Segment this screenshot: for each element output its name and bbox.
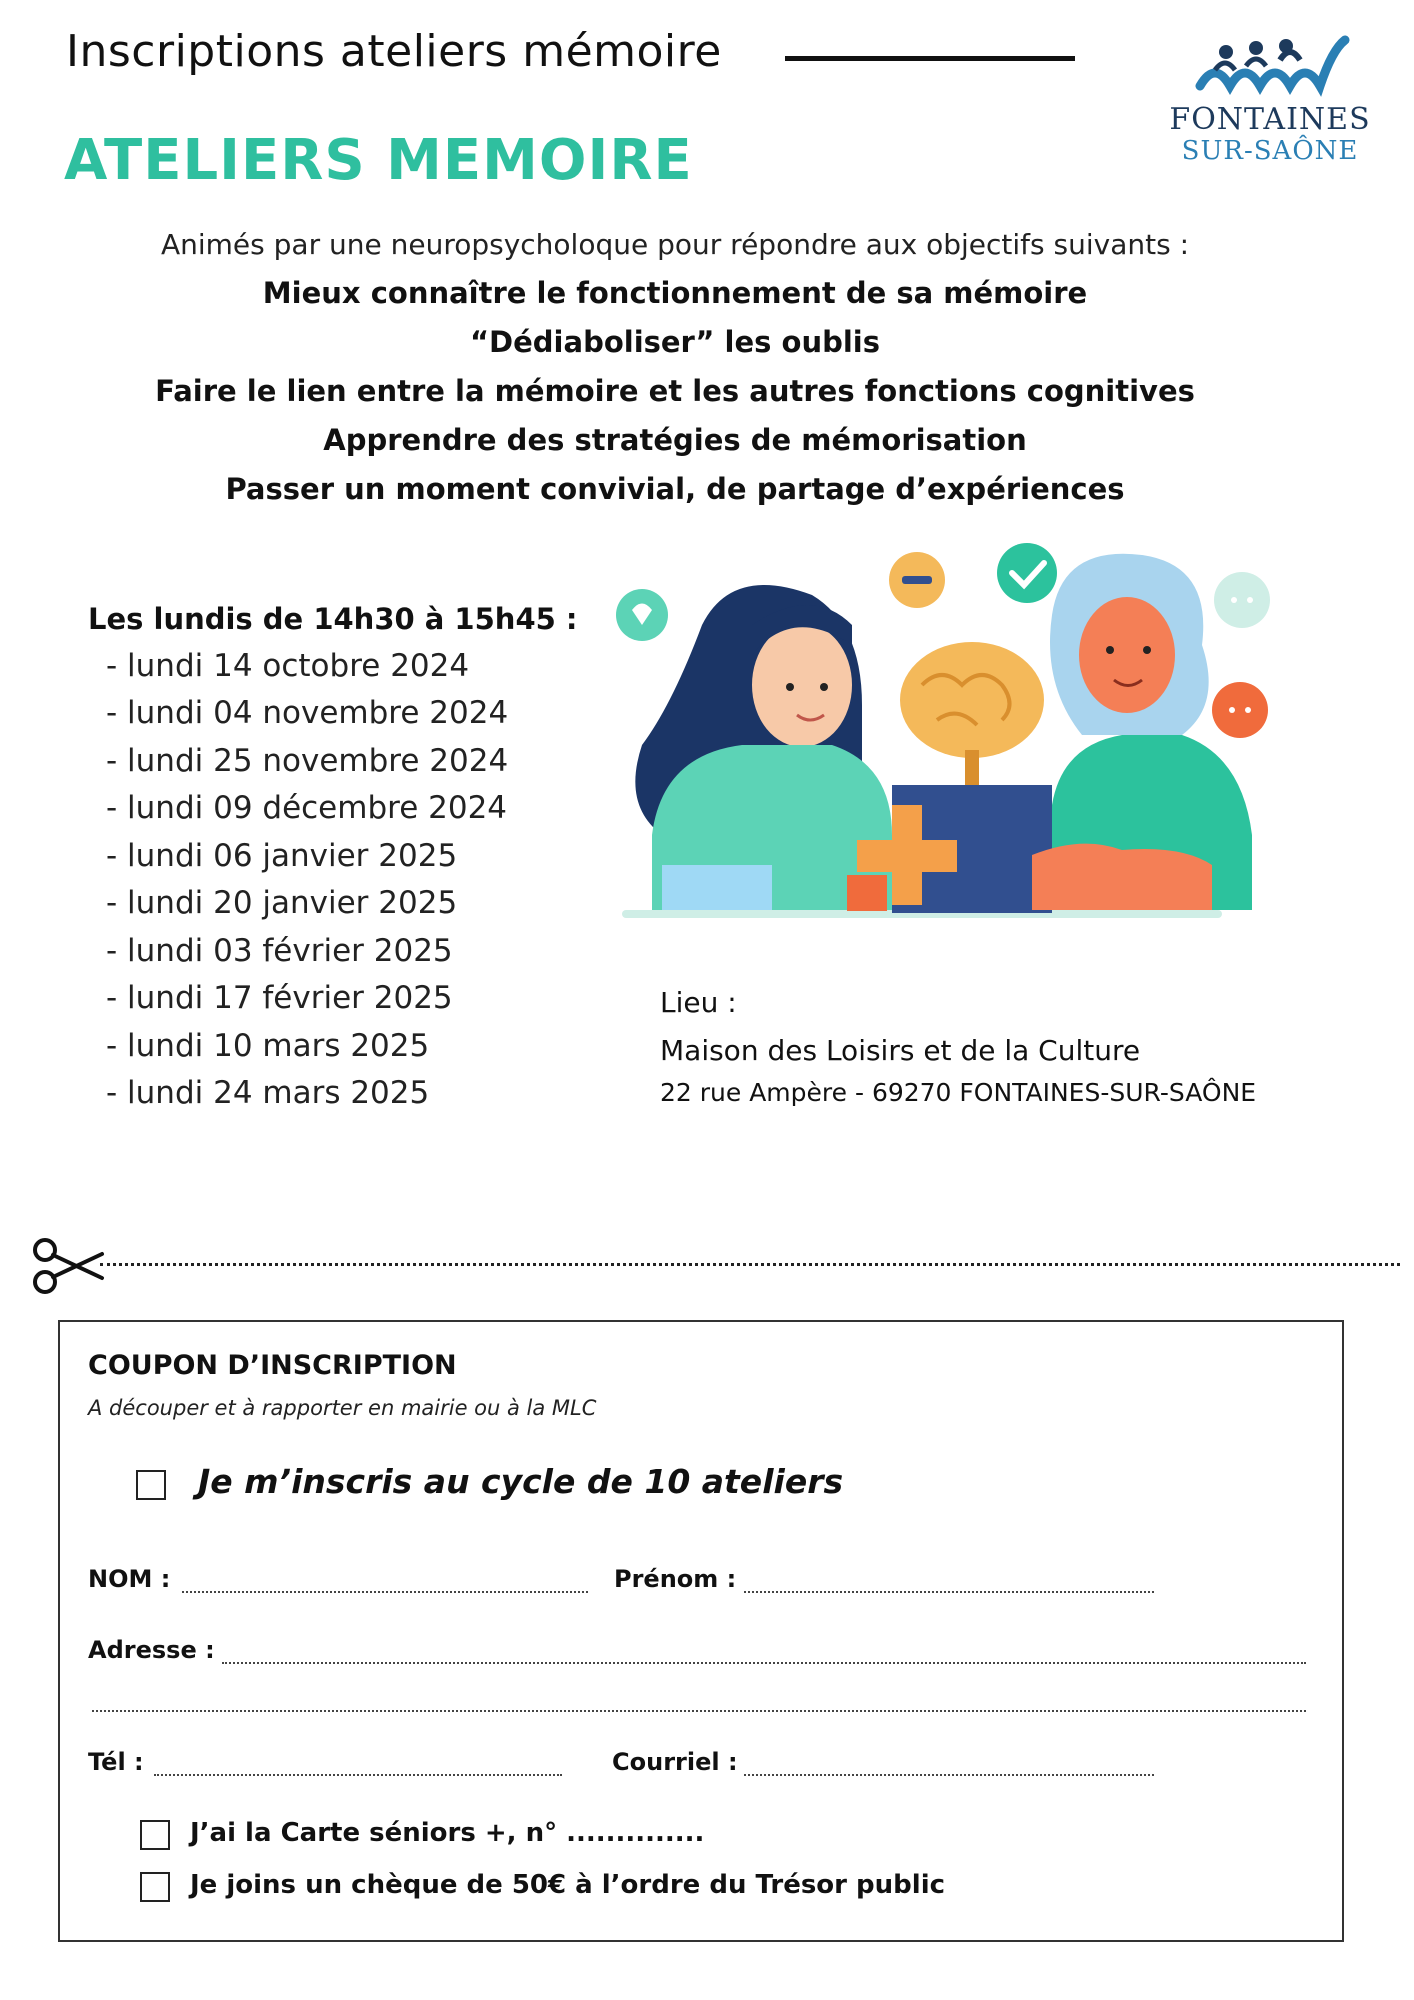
date-item: - lundi 25 novembre 2024 — [106, 743, 509, 779]
intro-text: Animés par une neuropsycholoque pour répondre aux objectifs suivants : — [160, 228, 1190, 261]
objective-item: Faire le lien entre la mémoire et les autres fonctions cognitives — [155, 374, 1195, 408]
date-item: - lundi 10 mars 2025 — [106, 1028, 430, 1064]
nom-field[interactable] — [182, 1591, 588, 1593]
adresse-label: Adresse : — [88, 1636, 215, 1664]
location-address: 22 rue Ampère - 69270 FONTAINES-SUR-SAÔNE — [660, 1078, 1257, 1107]
header-rule — [785, 56, 1075, 61]
courriel-label: Courriel : — [612, 1748, 738, 1776]
logo-waves-icon — [1160, 30, 1380, 102]
cheque-label: Je joins un chèque de 50€ à l’ordre du Trésor public — [190, 1870, 946, 1900]
cheque-checkbox[interactable] — [140, 1872, 170, 1902]
cycle-checkbox[interactable] — [136, 1470, 166, 1500]
tel-label: Tél : — [88, 1748, 144, 1776]
date-item: - lundi 20 janvier 2025 — [106, 885, 458, 921]
courriel-field[interactable] — [744, 1774, 1154, 1776]
date-item: - lundi 03 février 2025 — [106, 933, 453, 969]
objective-item: Mieux connaître le fonctionnement de sa mémoire — [262, 276, 1088, 310]
brain-puzzle-illustration — [562, 505, 1282, 965]
city-logo — [1160, 30, 1380, 170]
objective-item: “Dédiaboliser” les oublis — [470, 325, 880, 359]
date-item: - lundi 24 mars 2025 — [106, 1075, 430, 1111]
logo-line-2: SUR-SAÔNE — [1181, 136, 1359, 166]
prenom-label: Prénom : — [614, 1565, 737, 1593]
tel-field[interactable] — [154, 1774, 562, 1776]
objective-item: Apprendre des stratégies de mémorisation — [323, 423, 1027, 457]
schedule-heading: Les lundis de 14h30 à 15h45 : — [88, 602, 578, 636]
date-item: - lundi 17 février 2025 — [106, 980, 453, 1016]
main-title: ATELIERS MEMOIRE — [64, 128, 693, 193]
location-label: Lieu : — [660, 986, 737, 1019]
location-name: Maison des Loisirs et de la Culture — [660, 1034, 1141, 1067]
senior-card-label: J’ai la Carte séniors +, n° .............. — [190, 1818, 705, 1848]
cut-dotted-line — [100, 1263, 1400, 1266]
prenom-field[interactable] — [744, 1591, 1154, 1593]
date-item: - lundi 04 novembre 2024 — [106, 695, 509, 731]
date-item: - lundi 09 décembre 2024 — [106, 790, 508, 826]
objective-item: Passer un moment convivial, de partage d’expériences — [225, 472, 1125, 506]
page-header-title: Inscriptions ateliers mémoire — [66, 26, 722, 77]
senior-card-checkbox[interactable] — [140, 1820, 170, 1850]
coupon-subtitle: A découper et à rapporter en mairie ou à la MLC — [88, 1396, 597, 1420]
cycle-option-label: Je m’inscris au cycle de 10 ateliers — [198, 1462, 844, 1501]
nom-label: NOM : — [88, 1565, 171, 1593]
adresse-field-line-2[interactable] — [92, 1710, 1306, 1712]
date-item: - lundi 14 octobre 2024 — [106, 648, 470, 684]
scissors-icon — [32, 1236, 106, 1296]
coupon-title: COUPON D’INSCRIPTION — [88, 1350, 457, 1381]
logo-line-1: FONTAINES — [1169, 102, 1371, 137]
adresse-field-line-1[interactable] — [222, 1662, 1306, 1664]
date-item: - lundi 06 janvier 2025 — [106, 838, 458, 874]
